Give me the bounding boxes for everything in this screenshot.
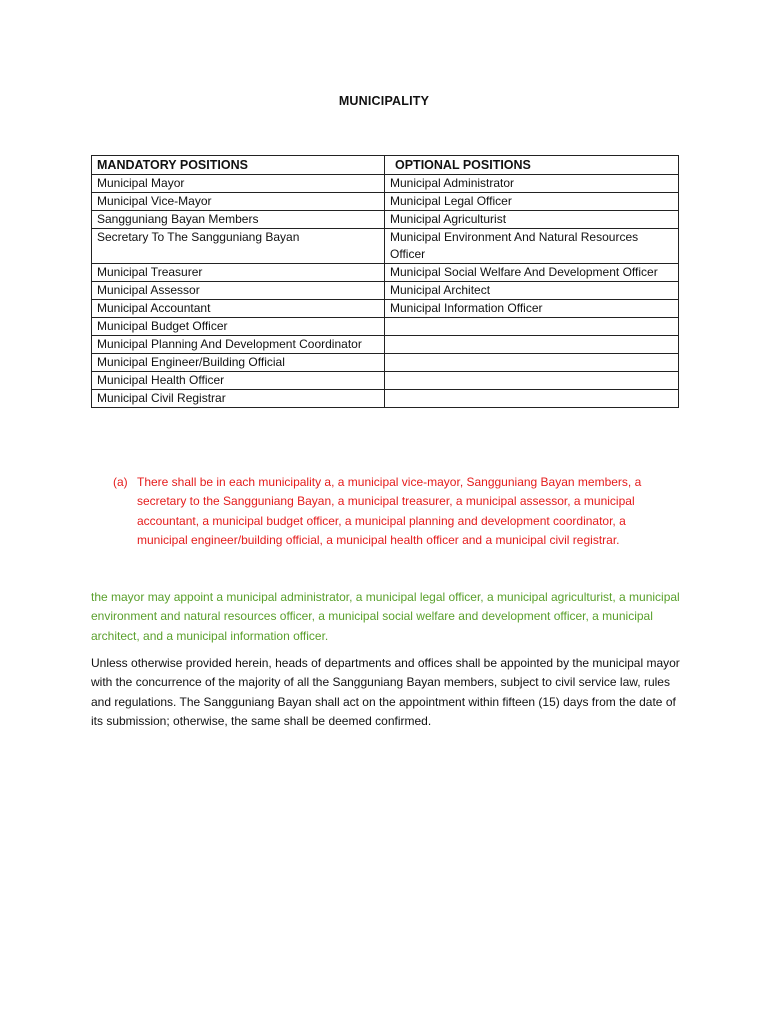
optional-position-cell: Municipal Architect (385, 282, 679, 300)
table-row (92, 372, 679, 390)
paragraph-a-label: (a) (113, 475, 128, 489)
table-row (92, 282, 679, 300)
appointment-rules-paragraph: Unless otherwise provided herein, heads of departments and offices shall be appointed by the municipal mayor with the concurrence of the majority of all the Sangguniang Bayan members, subject to civil service law, rules and regulations. The Sangguniang Bayan shall act on the appointment within fifteen (15) days from the date of its submission; otherwise, the same shall be deemed confirmed. (91, 656, 680, 728)
paragraph-a (113, 473, 673, 550)
optional-position-cell: Municipal Information Officer (385, 300, 679, 318)
mandatory-position-cell: Municipal Budget Officer (92, 318, 385, 336)
table-row (92, 390, 679, 408)
paragraph-a-text: There shall be in each municipality a, a municipal vice-mayor, Sangguniang Bayan members, a secretary to the Sangguniang Bayan, a municipal treasurer, a municipal assessor, a municipal accountant, a municipal budget officer, a municipal planning and development coordinator, a municipal engineer/building official, a municipal health officer and a municipal civil registrar. (137, 475, 642, 547)
optional-position-cell: Municipal Administrator (385, 175, 679, 193)
mandatory-position-cell: Municipal Vice-Mayor (92, 193, 385, 211)
table-row (92, 318, 679, 336)
table-body (92, 175, 679, 408)
optional-position-cell: Municipal Legal Officer (385, 193, 679, 211)
header-mandatory-positions: MANDATORY POSITIONS (92, 156, 385, 175)
mandatory-position-cell: Sangguniang Bayan Members (92, 211, 385, 229)
mandatory-position-cell: Municipal Accountant (92, 300, 385, 318)
positions-table (91, 155, 679, 408)
optional-position-cell (385, 390, 679, 408)
optional-position-cell (385, 318, 679, 336)
mandatory-position-cell: Municipal Health Officer (92, 372, 385, 390)
mandatory-position-cell: Municipal Planning And Development Coordinator (92, 336, 385, 354)
optional-position-cell (385, 336, 679, 354)
optional-position-cell: Municipal Social Welfare And Development Officer (385, 264, 679, 282)
table-row (92, 229, 679, 264)
table-row (92, 336, 679, 354)
table-row (92, 300, 679, 318)
mandatory-position-cell: Municipal Mayor (92, 175, 385, 193)
table-header-row (92, 156, 679, 175)
optional-position-cell: Municipal Agriculturist (385, 211, 679, 229)
optional-position-cell: Municipal Environment And Natural Resources Officer (385, 229, 679, 264)
table-row (92, 193, 679, 211)
table-row (92, 175, 679, 193)
mandatory-position-cell: Municipal Assessor (92, 282, 385, 300)
optional-appointments-paragraph: the mayor may appoint a municipal administrator, a municipal legal officer, a municipal agriculturist, a municipal environment and natural resources officer, a municipal social welfare and development officer, a municipal architect, and a municipal information officer. (91, 590, 680, 643)
page-title: MUNICIPALITY (338, 94, 430, 108)
mandatory-position-cell: Municipal Engineer/Building Official (92, 354, 385, 372)
table-row (92, 211, 679, 229)
header-optional-positions: OPTIONAL POSITIONS (385, 156, 679, 175)
mandatory-position-cell: Municipal Civil Registrar (92, 390, 385, 408)
mandatory-position-cell: Municipal Treasurer (92, 264, 385, 282)
table-row (92, 264, 679, 282)
mandatory-position-cell: Secretary To The Sangguniang Bayan (92, 229, 385, 264)
optional-position-cell (385, 372, 679, 390)
table-row (92, 354, 679, 372)
optional-position-cell (385, 354, 679, 372)
